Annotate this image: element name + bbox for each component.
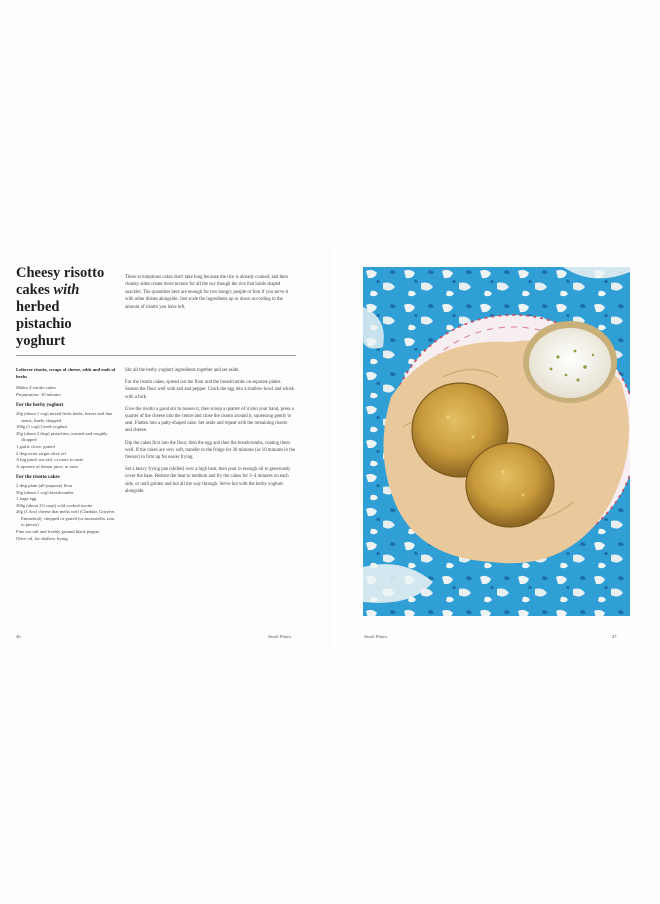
ingredient-item: Fine sea salt and freshly ground black pepper — [16, 529, 100, 535]
cakes-ingredient-list — [16, 483, 116, 542]
title-line-3: herbed pistachio — [16, 299, 72, 332]
method-step: For the risotto cakes, spread out the flour and the breadcrumbs on separate plates. Season the flour well with salt and pepper. Crack the egg into a shallow bowl and whisk with a fork. — [125, 380, 295, 400]
recipe-title — [16, 265, 116, 350]
book-gutter — [329, 250, 331, 650]
ingredient-item: 20g (about 2 tbsp) pistachios, toasted and roughly chopped — [16, 430, 108, 443]
ingredient-item: Olive oil, for shallow frying — [16, 535, 68, 541]
section-divider — [16, 355, 296, 356]
ingredient-item: 100g (1 cup) Greek yoghurt — [16, 424, 68, 430]
ingredient-item: 20g (1.5oz) cheese that melts well (Cheddar, Gruyère, Emmental), chopped or grated (or mozzarella, torn to pieces) — [16, 509, 116, 528]
food-photo — [363, 267, 630, 616]
title-line-2: cakes — [16, 282, 50, 298]
makes-note: Makes 4 risotto cakes — [16, 385, 56, 391]
leftovers-subtitle: Leftover risotto, scraps of cheese, odds and ends of herbs — [16, 367, 116, 379]
method-column — [125, 367, 295, 500]
method-step: Dip the cakes first into the flour, then the egg and then the breadcrumbs, coating them well. If the cakes are very soft, transfer to the fridge for 30 minutes (or 10 minutes in the freezer) to firm up for easier frying. — [125, 440, 295, 461]
preparation-note: Preparation: 30 minutes — [16, 391, 61, 397]
ingredient-item: 2 tbsp plain (all-purpose) flour — [16, 482, 73, 488]
title-with: with — [53, 282, 80, 298]
right-page-number: 47 — [612, 634, 617, 639]
method-step: Give the risotto a good stir to loosen it, then scoop a quarter of it into your hand, press a quarter of the cheese into the centre and close the risotto around it, squeezing gently to seal. Flatten into a patty-shaped cake. Set aside and repeat with the remaining risotto and cheese. — [125, 406, 294, 434]
ingredient-item: 1 garlic clove, grated — [16, 443, 55, 449]
risotto-cakes-illustration — [363, 267, 630, 616]
yoghurt-ingredient-list — [16, 411, 116, 470]
yoghurt-heading: For the herby yoghurt — [16, 403, 64, 409]
ingredient-item: A squeeze of lemon juice, to taste — [16, 463, 78, 469]
cakes-heading: For the risotto cakes — [16, 475, 60, 481]
ingredient-item: A big pinch sea salt, or more to taste — [16, 457, 83, 463]
title-line-4: yoghurt — [16, 333, 66, 349]
ingredients-column — [16, 367, 116, 542]
herby-yoghurt — [529, 328, 611, 398]
left-running-title: Small Plates — [268, 634, 292, 639]
ingredient-item: 20g (about 1 cup) mixed fresh herbs, leaves and fine stems, finely chopped — [16, 410, 113, 423]
ingredient-item: 2 tbsp extra virgin olive oil — [16, 450, 66, 456]
title-line-1: Cheesy risotto — [16, 265, 105, 281]
ingredient-item: 50g (about 1 cup) breadcrumbs — [16, 489, 74, 495]
right-running-title: Small Plates — [364, 634, 388, 639]
left-page-number: 46 — [16, 634, 21, 639]
ingredient-item: 1 large egg — [16, 496, 37, 502]
method-step: Set a heavy frying pan (skillet) over a high heat, then pour in enough oil to generously cover the base. Reduce the heat to medium and fry the cakes for 3–4 minutes on each side, or until golden and hot all the way through. Serve hot with the herby yoghurt alongside. — [125, 467, 291, 494]
ingredient-item: 300g (about 2½ cups) cold cooked risotto — [16, 502, 93, 508]
recipe-intro: These scrumptious cakes don't take long because the rice is already cooked, and their chunky sides create more texture for all the soy though the rice that holds shaped snacklet. The quantities here are enough for two hungry people or four if you serve it with other dishes alongside. Just scale the ingredients up or down according to the amount of risotto you have left. — [125, 275, 289, 310]
method-step: Stir all the herby yoghurt ingredients together and set aside. — [125, 368, 240, 373]
